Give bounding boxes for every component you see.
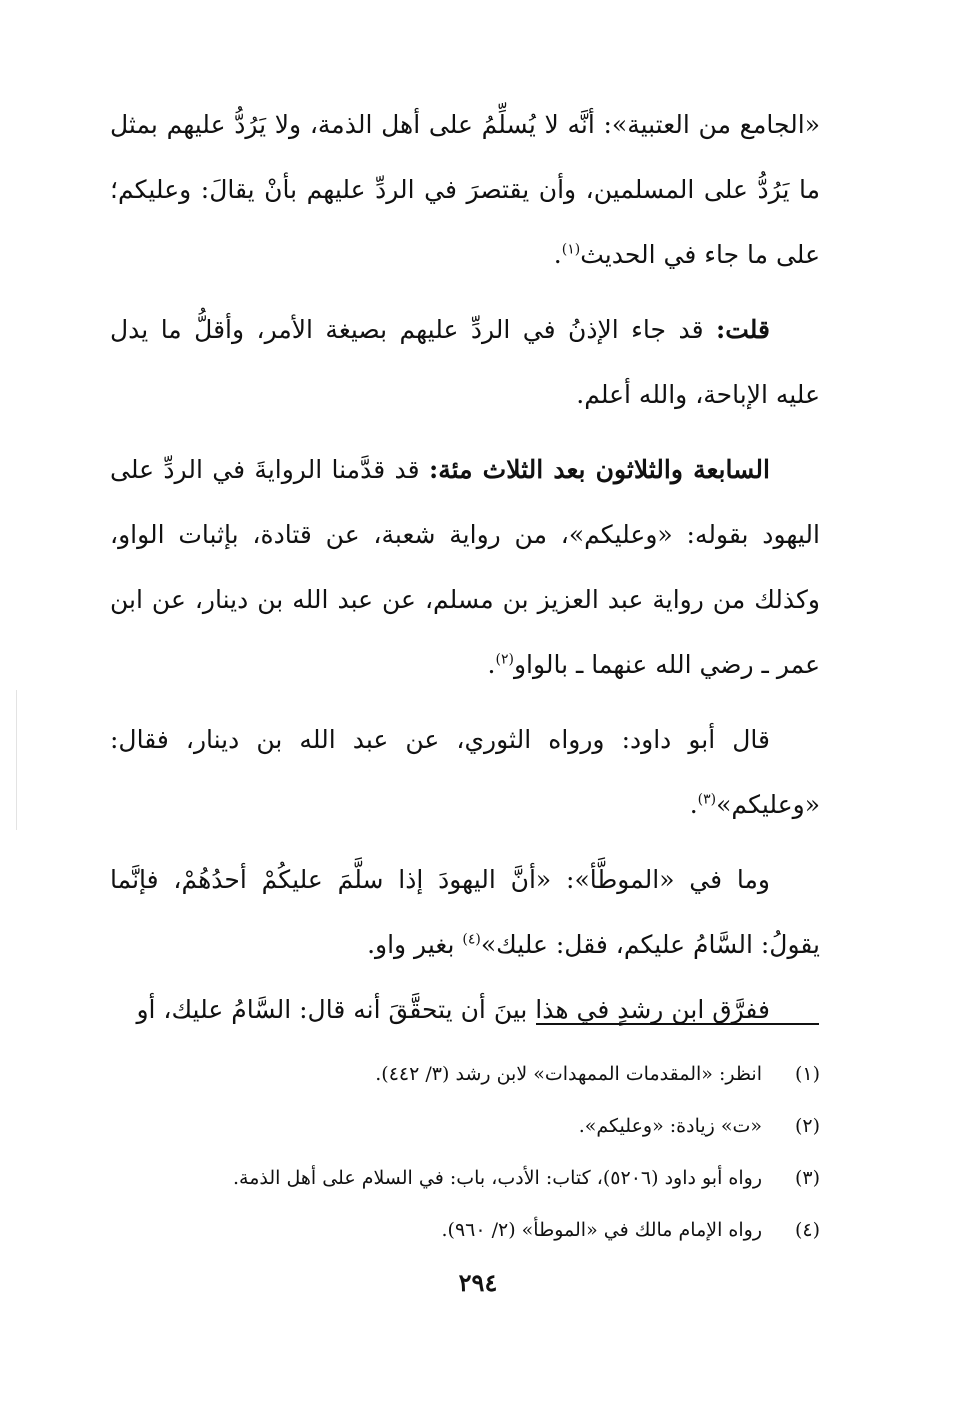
paragraph-4-end: .	[689, 790, 698, 819]
paragraph-5-text: وما في «الموطَّأ»: «أنَّ اليهودَ إذا سلَّمَ عليكُمْ أحدُهُمْ، فإنَّما يقولُ: السَّامُ عليكم، فقل: عليك»	[110, 865, 820, 959]
scan-edge-mark	[16, 690, 17, 830]
footnote-2-text: «ت» زيادة: «وعليكم».	[578, 1115, 762, 1137]
footnotes	[110, 1048, 820, 1256]
paragraph-2	[110, 297, 820, 427]
footnote-ref-4[interactable]: (٤)	[462, 931, 481, 948]
footnote-2	[110, 1100, 820, 1152]
footnote-4-number: (٤)	[794, 1219, 820, 1241]
paragraph-5-end: بغير واو.	[367, 930, 463, 959]
footnote-ref-3[interactable]: (٣)	[697, 791, 717, 808]
footnote-separator	[536, 1023, 819, 1025]
paragraph-3-text: قد قدَّمنا الروايةَ في الردِّ على اليهود بقوله: «وعليكم»، من رواية شعبة، عن قتادة، بإثبات الواو، وكذلك من رواية عبد العزيز بن مسلم، عن عبد الله بن دينار، عن ابن عمر ـ رضي الله عنهما ـ بالواو	[110, 455, 820, 679]
footnote-1-text: انظر: «المقدمات الممهدات» لابن رشد (٣/ ٤٤٢).	[375, 1063, 762, 1085]
paragraph-4-text: قال أبو داود: ورواه الثوري، عن عبد الله بن دينار، فقال: «وعليكم»	[110, 725, 820, 819]
footnote-4	[110, 1204, 820, 1256]
footnote-3-text: رواه أبو داود (٥٢٠٦)، كتاب: الأدب، باب: في السلام على أهل الذمة.	[232, 1167, 762, 1189]
footnote-1	[110, 1048, 820, 1100]
paragraph-5	[110, 847, 820, 977]
footnote-ref-2[interactable]: (٢)	[495, 651, 514, 668]
footnote-2-number: (٢)	[794, 1115, 820, 1137]
footnote-ref-1[interactable]: (١)	[561, 241, 581, 258]
paragraph-1	[110, 92, 820, 287]
main-text	[110, 92, 820, 1042]
paragraph-1-text: «الجامع من العتبية»: أنَّه لا يُسلِّمُ على أهل الذمة، ولا يَرُدُّ عليهم بمثل ما يَرُدُّ على المسلمين، وأن يقتصرَ في الردِّ عليهم بأنْ يقالَ: وعليكم؛ على ما جاء في الحديث	[110, 110, 820, 269]
paragraph-3	[110, 437, 820, 697]
paragraph-2-text: قد جاء الإذنُ في الردِّ عليهم بصيغة الأمر، وأقلُّ ما يدل عليه الإباحة، والله أعلم.	[110, 315, 820, 409]
paragraph-6	[110, 977, 820, 1042]
paragraph-3-end: .	[487, 650, 496, 679]
paragraph-3-heading: السابعة والثلاثون بعد الثلاث مئة:	[428, 455, 770, 484]
page-number: ٢٩٤	[458, 1268, 498, 1297]
footnote-1-number: (١)	[794, 1063, 820, 1085]
footnote-4-text: رواه الإمام مالك في «الموطأ» (٢/ ٩٦٠).	[441, 1219, 762, 1241]
paragraph-2-heading: قلت:	[715, 315, 770, 344]
paragraph-1-end: .	[553, 240, 562, 269]
footnote-3-number: (٣)	[794, 1167, 820, 1189]
paragraph-6-text: ففرَّق ابن رشدٍ في هذا بينَ أن يتحقَّقَ أنه قال: السَّامُ عليك، أو	[136, 995, 770, 1024]
paragraph-4	[110, 707, 820, 837]
footnote-3	[110, 1152, 820, 1204]
